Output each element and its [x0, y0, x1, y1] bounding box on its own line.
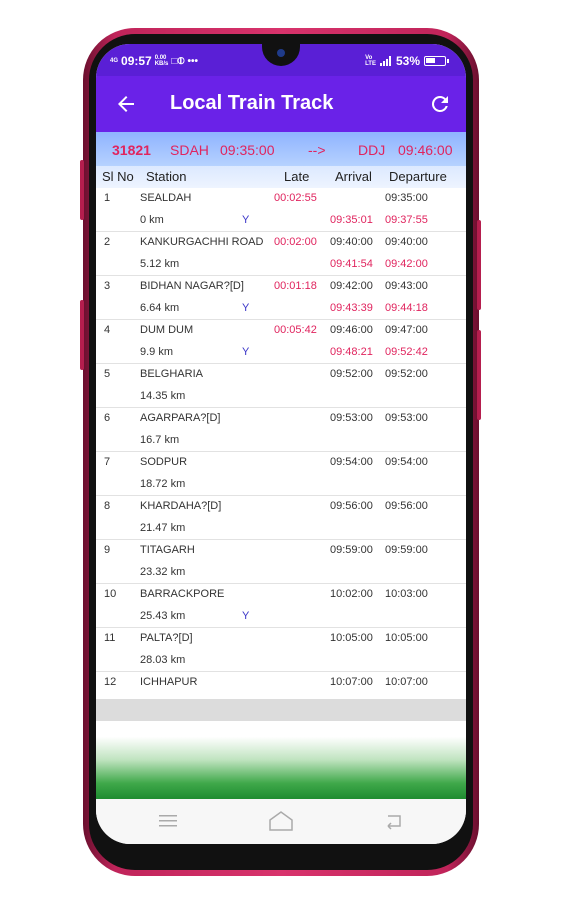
- volte-label: Vo: [365, 55, 373, 61]
- station-sl-no: 8: [104, 500, 111, 512]
- ad-placeholder: [96, 699, 466, 721]
- scheduled-arrival: 09:40:00: [330, 236, 373, 248]
- table-row[interactable]: [96, 188, 466, 232]
- distance: 25.43 km: [140, 610, 186, 622]
- actual-arrival: 09:41:54: [330, 258, 373, 270]
- distance: 23.32 km: [140, 566, 186, 578]
- late-by: 00:05:42: [274, 324, 317, 336]
- column-header-late: Late: [284, 169, 310, 184]
- station-name: ICHHAPUR: [140, 676, 198, 688]
- camera-icon: [277, 49, 285, 57]
- station-sl-no: 1: [104, 192, 111, 204]
- scheduled-departure: 09:43:00: [385, 280, 428, 292]
- station-name: PALTA?[D]: [140, 632, 193, 644]
- actual-arrival: 09:43:39: [330, 302, 373, 314]
- distance: 28.03 km: [140, 654, 186, 666]
- distance: 6.64 km: [140, 302, 180, 314]
- distance: 0 km: [140, 214, 164, 226]
- status-extra-icons: □⦶ •••: [171, 55, 198, 67]
- volume-button: [477, 220, 481, 310]
- station-sl-no: 4: [104, 324, 111, 336]
- app-bar: [96, 76, 466, 132]
- scheduled-departure: 10:03:00: [385, 588, 428, 600]
- table-row[interactable]: [96, 628, 466, 672]
- table-row[interactable]: [96, 584, 466, 628]
- station-sl-no: 7: [104, 456, 111, 468]
- scheduled-arrival: 09:59:00: [330, 544, 373, 556]
- camera-notch: [262, 44, 300, 66]
- distance: 21.47 km: [140, 522, 186, 534]
- actual-arrival: 09:35:01: [330, 214, 373, 226]
- station-name: BIDHAN NAGAR?[D]: [140, 280, 244, 292]
- destination-arrival: 09:46:00: [398, 142, 453, 158]
- column-header-arrival: Arrival: [335, 169, 372, 184]
- table-row[interactable]: [96, 540, 466, 584]
- station-sl-no: 10: [104, 588, 117, 600]
- table-row[interactable]: [96, 364, 466, 408]
- scheduled-departure: 10:07:00: [385, 676, 428, 688]
- table-row[interactable]: [96, 320, 466, 364]
- table-row[interactable]: [96, 276, 466, 320]
- station-name: SEALDAH: [140, 192, 192, 204]
- table-row[interactable]: [96, 232, 466, 276]
- home-icon[interactable]: [268, 810, 294, 832]
- station-name: AGARPARA?[D]: [140, 412, 221, 424]
- system-nav-bar: [96, 799, 466, 844]
- halt-flag: Y: [242, 346, 250, 358]
- halt-flag: Y: [242, 610, 250, 622]
- table-row[interactable]: [96, 408, 466, 452]
- actual-departure: 09:52:42: [385, 346, 428, 358]
- actual-departure: 09:37:55: [385, 214, 428, 226]
- distance: 14.35 km: [140, 390, 186, 402]
- status-time: 09:57: [121, 54, 152, 68]
- actual-arrival: 09:48:21: [330, 346, 373, 358]
- scheduled-arrival: 09:42:00: [330, 280, 373, 292]
- station-sl-no: 12: [104, 676, 117, 688]
- distance: 16.7 km: [140, 434, 180, 446]
- network-rate: 0.00: [154, 55, 167, 61]
- scheduled-departure: 09:52:00: [385, 368, 428, 380]
- station-name: DUM DUM: [140, 324, 194, 336]
- scheduled-departure: 09:56:00: [385, 500, 428, 512]
- station-name: KHARDAHA?[D]: [140, 500, 222, 512]
- phone-screen: [96, 44, 466, 844]
- scheduled-arrival: 09:46:00: [330, 324, 373, 336]
- scheduled-departure: 09:54:00: [385, 456, 428, 468]
- origin-station: SDAH: [170, 142, 209, 158]
- arrow-left-icon[interactable]: [114, 92, 138, 116]
- network-generation: 4G: [110, 58, 119, 64]
- table-row[interactable]: [96, 452, 466, 496]
- scheduled-departure: 09:35:00: [385, 192, 428, 204]
- battery-icon: [424, 56, 446, 66]
- distance: 18.72 km: [140, 478, 186, 490]
- side-button: [80, 160, 84, 220]
- signal-icon: [380, 56, 392, 66]
- network-rate-unit: KB/s: [154, 61, 169, 67]
- menu-icon[interactable]: [158, 813, 178, 829]
- column-header-station: Station: [146, 169, 187, 184]
- train-summary: [96, 132, 466, 166]
- train-number: 31821: [112, 142, 151, 158]
- distance: 9.9 km: [140, 346, 174, 358]
- scheduled-arrival: 09:52:00: [330, 368, 373, 380]
- scheduled-arrival: 09:54:00: [330, 456, 373, 468]
- battery-percent: 53%: [395, 54, 420, 68]
- actual-departure: 09:42:00: [385, 258, 428, 270]
- station-sl-no: 9: [104, 544, 111, 556]
- halt-flag: Y: [242, 302, 250, 314]
- side-button: [80, 300, 84, 370]
- station-name: SODPUR: [140, 456, 188, 468]
- scheduled-departure: 10:05:00: [385, 632, 428, 644]
- station-name: KANKURGACHHI ROAD: [140, 236, 264, 248]
- origin-departure: 09:35:00: [220, 142, 275, 158]
- scheduled-departure: 09:40:00: [385, 236, 428, 248]
- table-row[interactable]: [96, 496, 466, 540]
- destination-station: DDJ: [358, 142, 386, 158]
- scheduled-departure: 09:59:00: [385, 544, 428, 556]
- scheduled-arrival: 09:56:00: [330, 500, 373, 512]
- column-header-departure: Departure: [389, 169, 447, 184]
- table-header: [96, 166, 466, 188]
- power-button: [477, 330, 481, 420]
- scheduled-arrival: 10:02:00: [330, 588, 373, 600]
- column-header-sl: Sl No: [102, 169, 134, 184]
- station-sl-no: 2: [104, 236, 111, 248]
- station-name: BARRACKPORE: [140, 588, 225, 600]
- actual-departure: 09:44:18: [385, 302, 428, 314]
- scheduled-arrival: 09:53:00: [330, 412, 373, 424]
- table-row[interactable]: [96, 672, 466, 699]
- status-bar: [96, 44, 466, 76]
- lte-label: LTE: [365, 61, 376, 67]
- station-sl-no: 5: [104, 368, 111, 380]
- late-by: 00:02:55: [274, 192, 317, 204]
- late-by: 00:02:00: [274, 236, 317, 248]
- halt-flag: Y: [242, 214, 250, 226]
- station-sl-no: 3: [104, 280, 111, 292]
- station-list[interactable]: [96, 188, 466, 699]
- scheduled-arrival: 10:07:00: [330, 676, 373, 688]
- scheduled-arrival: 10:05:00: [330, 632, 373, 644]
- battery-level: [426, 58, 435, 63]
- station-sl-no: 6: [104, 412, 111, 424]
- distance: 5.12 km: [140, 258, 180, 270]
- station-name: BELGHARIA: [140, 368, 203, 380]
- late-by: 00:01:18: [274, 280, 317, 292]
- decorative-banner: [96, 721, 466, 799]
- route-arrow: -->: [308, 142, 326, 158]
- station-name: TITAGARH: [140, 544, 195, 556]
- refresh-icon[interactable]: [428, 92, 452, 116]
- page-title: Local Train Track: [170, 92, 334, 114]
- scheduled-departure: 09:53:00: [385, 412, 428, 424]
- scheduled-departure: 09:47:00: [385, 324, 428, 336]
- back-icon[interactable]: [384, 811, 404, 831]
- station-sl-no: 11: [104, 632, 116, 644]
